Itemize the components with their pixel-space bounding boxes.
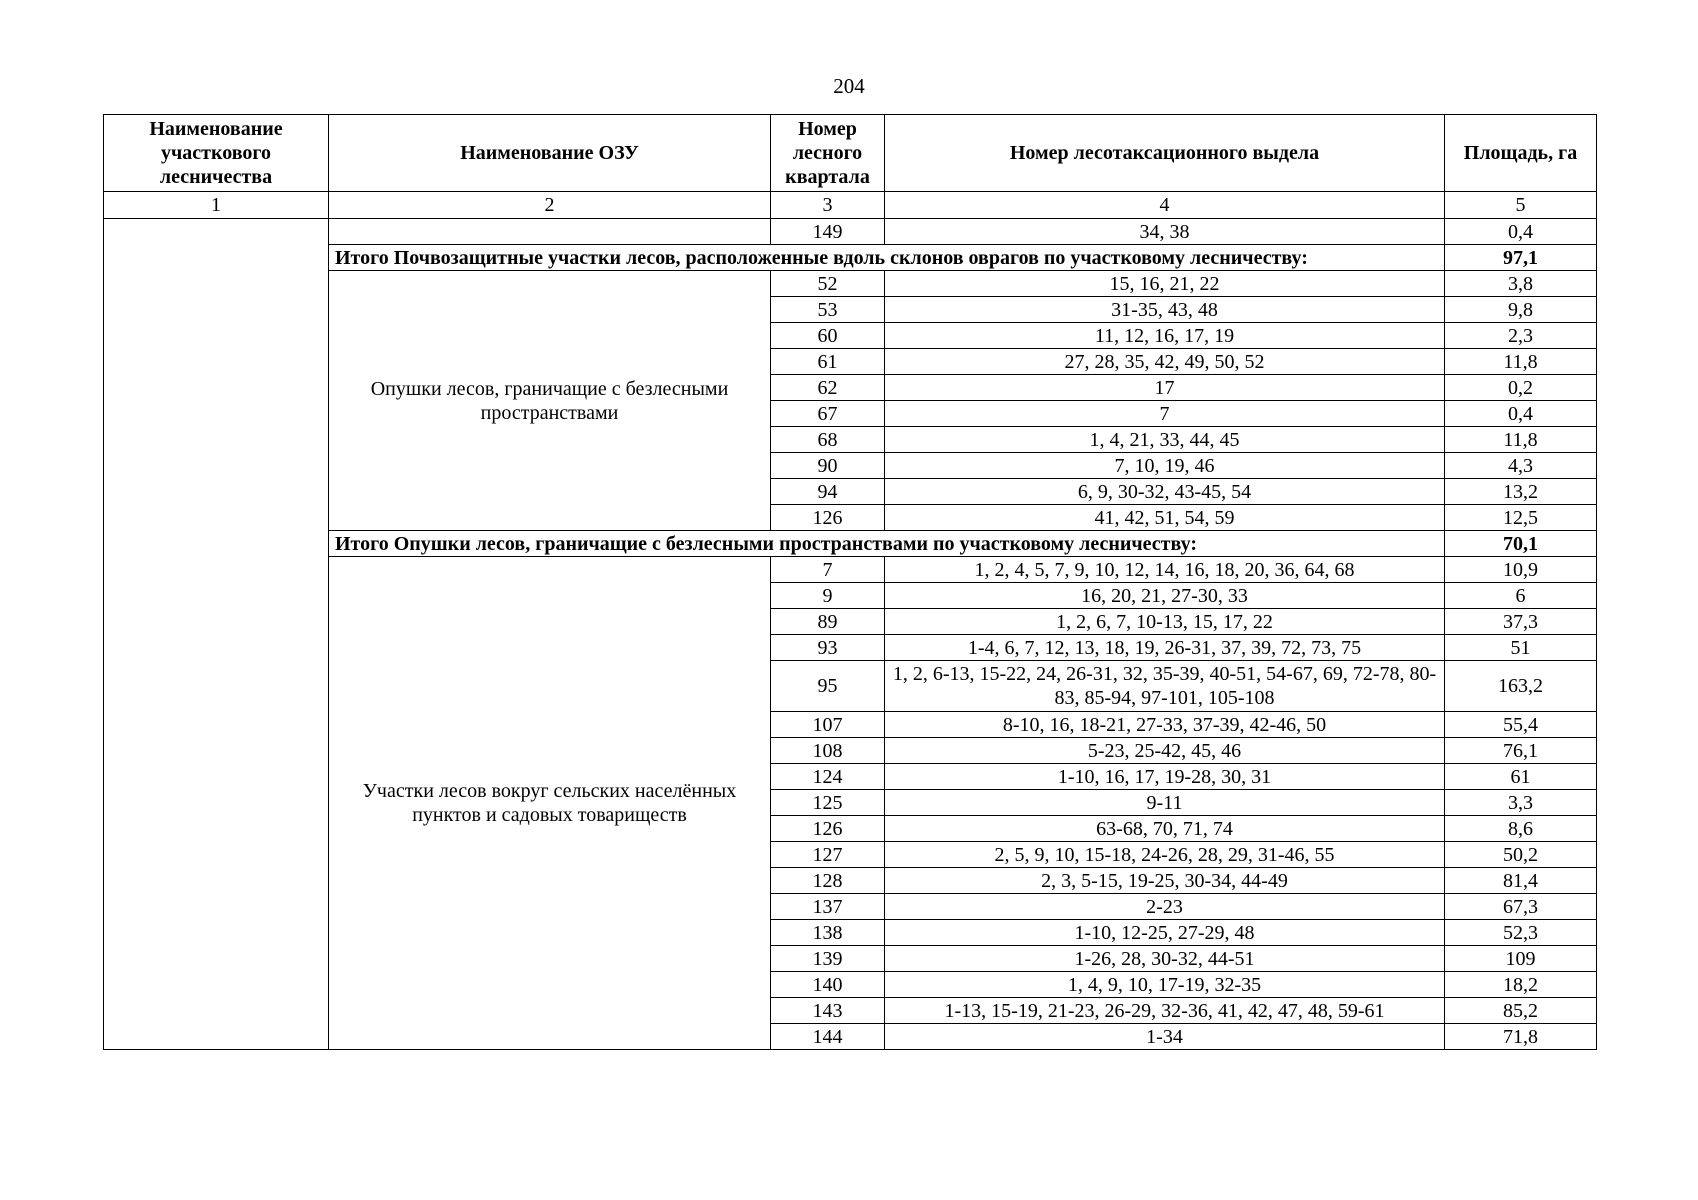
vydel-cell: 2, 3, 5-15, 19-25, 30-34, 44-49 xyxy=(885,868,1445,894)
vydel-cell: 1-34 xyxy=(885,1024,1445,1050)
vydel-cell: 1-10, 16, 17, 19-28, 30, 31 xyxy=(885,764,1445,790)
area-cell: 0,2 xyxy=(1445,375,1597,401)
ozu-name-cell: Опушки лесов, граничащие с безлесными пространствами xyxy=(329,271,771,531)
kvartal-cell: 7 xyxy=(771,557,885,583)
kvartal-cell: 126 xyxy=(771,505,885,531)
area-cell: 55,4 xyxy=(1445,712,1597,738)
vydel-cell: 6, 9, 30-32, 43-45, 54 xyxy=(885,479,1445,505)
vydel-cell: 7 xyxy=(885,401,1445,427)
kvartal-cell: 143 xyxy=(771,998,885,1024)
kvartal-cell: 62 xyxy=(771,375,885,401)
kvartal-cell: 94 xyxy=(771,479,885,505)
column-number: 1 xyxy=(104,192,329,219)
area-cell: 13,2 xyxy=(1445,479,1597,505)
ozu-name-cell xyxy=(329,219,771,245)
area-cell: 3,8 xyxy=(1445,271,1597,297)
area-cell: 51 xyxy=(1445,635,1597,661)
area-cell: 10,9 xyxy=(1445,557,1597,583)
kvartal-cell: 52 xyxy=(771,271,885,297)
vydel-cell: 1-26, 28, 30-32, 44-51 xyxy=(885,946,1445,972)
vydel-cell: 7, 10, 19, 46 xyxy=(885,453,1445,479)
vydel-cell: 1-10, 12-25, 27-29, 48 xyxy=(885,920,1445,946)
vydel-cell: 15, 16, 21, 22 xyxy=(885,271,1445,297)
vydel-cell: 34, 38 xyxy=(885,219,1445,245)
kvartal-cell: 137 xyxy=(771,894,885,920)
kvartal-cell: 138 xyxy=(771,920,885,946)
area-cell: 52,3 xyxy=(1445,920,1597,946)
header-ozu-name: Наименование ОЗУ xyxy=(329,115,771,192)
column-number: 2 xyxy=(329,192,771,219)
kvartal-cell: 53 xyxy=(771,297,885,323)
kvartal-cell: 61 xyxy=(771,349,885,375)
vydel-cell: 63-68, 70, 71, 74 xyxy=(885,816,1445,842)
vydel-cell: 27, 28, 35, 42, 49, 50, 52 xyxy=(885,349,1445,375)
kvartal-cell: 60 xyxy=(771,323,885,349)
area-cell: 4,3 xyxy=(1445,453,1597,479)
kvartal-cell: 107 xyxy=(771,712,885,738)
table-body xyxy=(104,219,1597,1050)
header-kvartal: Номер лесного квартала xyxy=(771,115,885,192)
kvartal-cell: 68 xyxy=(771,427,885,453)
kvartal-cell: 126 xyxy=(771,816,885,842)
area-cell: 37,3 xyxy=(1445,609,1597,635)
vydel-cell: 16, 20, 21, 27-30, 33 xyxy=(885,583,1445,609)
column-number: 5 xyxy=(1445,192,1597,219)
area-cell: 81,4 xyxy=(1445,868,1597,894)
area-cell: 8,6 xyxy=(1445,816,1597,842)
area-cell: 0,4 xyxy=(1445,401,1597,427)
area-cell: 0,4 xyxy=(1445,219,1597,245)
area-cell: 6 xyxy=(1445,583,1597,609)
ozu-table xyxy=(103,114,1597,1050)
vydel-cell: 1-13, 15-19, 21-23, 26-29, 32-36, 41, 42, 47, 48, 59-61 xyxy=(885,998,1445,1024)
kvartal-cell: 144 xyxy=(771,1024,885,1050)
vydel-cell: 41, 42, 51, 54, 59 xyxy=(885,505,1445,531)
area-cell: 67,3 xyxy=(1445,894,1597,920)
header-row xyxy=(104,115,1597,192)
kvartal-cell: 127 xyxy=(771,842,885,868)
header-vydel: Номер лесотаксационного выдела xyxy=(885,115,1445,192)
forestry-name-cell xyxy=(104,219,329,1050)
kvartal-cell: 9 xyxy=(771,583,885,609)
area-cell: 50,2 xyxy=(1445,842,1597,868)
kvartal-cell: 93 xyxy=(771,635,885,661)
kvartal-cell: 108 xyxy=(771,738,885,764)
vydel-cell: 31-35, 43, 48 xyxy=(885,297,1445,323)
kvartal-cell: 95 xyxy=(771,661,885,712)
kvartal-cell: 128 xyxy=(771,868,885,894)
vydel-cell: 1, 2, 4, 5, 7, 9, 10, 12, 14, 16, 18, 20, 36, 64, 68 xyxy=(885,557,1445,583)
vydel-cell: 11, 12, 16, 17, 19 xyxy=(885,323,1445,349)
table-row xyxy=(104,219,1597,245)
vydel-cell: 1, 4, 9, 10, 17-19, 32-35 xyxy=(885,972,1445,998)
vydel-cell: 2, 5, 9, 10, 15-18, 24-26, 28, 29, 31-46, 55 xyxy=(885,842,1445,868)
subtotal-label: Итого Почвозащитные участки лесов, расположенные вдоль склонов оврагов по участковому лесничеству: xyxy=(329,245,1445,271)
kvartal-cell: 139 xyxy=(771,946,885,972)
kvartal-cell: 124 xyxy=(771,764,885,790)
kvartal-cell: 149 xyxy=(771,219,885,245)
subtotal-value: 70,1 xyxy=(1445,531,1597,557)
kvartal-cell: 90 xyxy=(771,453,885,479)
area-cell: 2,3 xyxy=(1445,323,1597,349)
page-number: 204 xyxy=(833,74,865,98)
kvartal-cell: 89 xyxy=(771,609,885,635)
kvartal-cell: 140 xyxy=(771,972,885,998)
area-cell: 3,3 xyxy=(1445,790,1597,816)
column-number: 3 xyxy=(771,192,885,219)
area-cell: 18,2 xyxy=(1445,972,1597,998)
kvartal-cell: 67 xyxy=(771,401,885,427)
vydel-cell: 1, 4, 21, 33, 44, 45 xyxy=(885,427,1445,453)
subtotal-label: Итого Опушки лесов, граничащие с безлесными пространствами по участковому лесничеству: xyxy=(329,531,1445,557)
vydel-cell: 1, 2, 6-13, 15-22, 24, 26-31, 32, 35-39, 40-51, 54-67, 69, 72-78, 80-83, 85-94, 97-101, 105-108 xyxy=(885,661,1445,712)
area-cell: 61 xyxy=(1445,764,1597,790)
area-cell: 85,2 xyxy=(1445,998,1597,1024)
ozu-name-cell: Участки лесов вокруг сельских населённых пунктов и садовых товариществ xyxy=(329,557,771,1050)
header-area: Площадь, га xyxy=(1445,115,1597,192)
area-cell: 12,5 xyxy=(1445,505,1597,531)
vydel-cell: 5-23, 25-42, 45, 46 xyxy=(885,738,1445,764)
column-number-row xyxy=(104,192,1597,219)
header-forestry: Наименование участкового лесничества xyxy=(104,115,329,192)
area-cell: 76,1 xyxy=(1445,738,1597,764)
area-cell: 11,8 xyxy=(1445,427,1597,453)
subtotal-value: 97,1 xyxy=(1445,245,1597,271)
vydel-cell: 9-11 xyxy=(885,790,1445,816)
vydel-cell: 8-10, 16, 18-21, 27-33, 37-39, 42-46, 50 xyxy=(885,712,1445,738)
area-cell: 9,8 xyxy=(1445,297,1597,323)
area-cell: 163,2 xyxy=(1445,661,1597,712)
area-cell: 109 xyxy=(1445,946,1597,972)
vydel-cell: 1, 2, 6, 7, 10-13, 15, 17, 22 xyxy=(885,609,1445,635)
vydel-cell: 17 xyxy=(885,375,1445,401)
kvartal-cell: 125 xyxy=(771,790,885,816)
area-cell: 71,8 xyxy=(1445,1024,1597,1050)
vydel-cell: 2-23 xyxy=(885,894,1445,920)
vydel-cell: 1-4, 6, 7, 12, 13, 18, 19, 26-31, 37, 39, 72, 73, 75 xyxy=(885,635,1445,661)
area-cell: 11,8 xyxy=(1445,349,1597,375)
column-number: 4 xyxy=(885,192,1445,219)
